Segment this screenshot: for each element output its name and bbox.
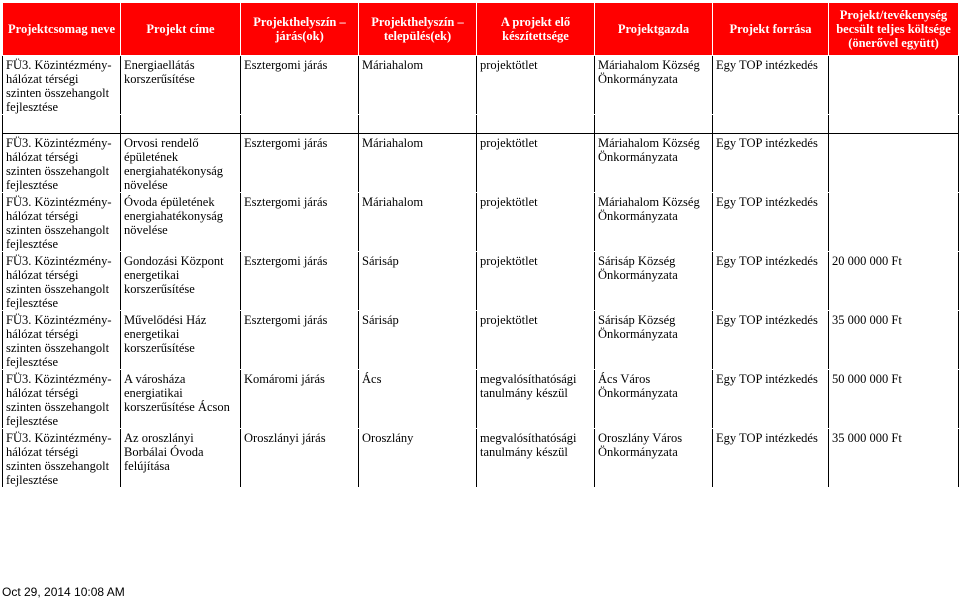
cell-cost: 20 000 000 Ft (829, 252, 959, 311)
cell-cost: 35 000 000 Ft (829, 429, 959, 488)
cell-settlement: Sárisáp (359, 311, 477, 370)
cell-district: Esztergomi járás (241, 193, 359, 252)
cell-owner: Oroszlány Város Önkormányzata (595, 429, 713, 488)
cell-district: Esztergomi járás (241, 252, 359, 311)
row-separator (3, 115, 959, 134)
table-row (3, 429, 959, 488)
cell-settlement: Sárisáp (359, 252, 477, 311)
cell-source: Egy TOP intézkedés (713, 311, 829, 370)
cell-readiness: projektötlet (477, 193, 595, 252)
table-row (3, 56, 959, 115)
cell-settlement: Ács (359, 370, 477, 429)
cell-district: Komáromi járás (241, 370, 359, 429)
cell-district: Oroszlányi járás (241, 429, 359, 488)
cell-readiness: megvalósíthatósági tanulmány készül (477, 429, 595, 488)
cell-package: FÜ3. Közintézmény-hálózat térségi szinten összehangolt fejlesztése (3, 56, 121, 115)
header-cost: Projekt/tevékenység becsült teljes költsége (önerővel együtt) (829, 3, 959, 56)
cell-source: Egy TOP intézkedés (713, 56, 829, 115)
table-row (3, 311, 959, 370)
cell-package: FÜ3. Közintézmény-hálózat térségi szinten összehangolt fejlesztése (3, 134, 121, 193)
cell-package: FÜ3. Közintézmény-hálózat térségi szinten összehangolt fejlesztése (3, 252, 121, 311)
cell-package: FÜ3. Közintézmény-hálózat térségi szinten összehangolt fejlesztése (3, 311, 121, 370)
cell-settlement: Oroszlány (359, 429, 477, 488)
cell-title: Orvosi rendelő épületének energiahatékonyság növelése (121, 134, 241, 193)
cell-owner: Máriahalom Község Önkormányzata (595, 134, 713, 193)
cell-settlement: Máriahalom (359, 56, 477, 115)
cell-source: Egy TOP intézkedés (713, 134, 829, 193)
cell-cost (829, 56, 959, 115)
table-row (3, 252, 959, 311)
cell-title: Művelődési Ház energetikai korszerűsítése (121, 311, 241, 370)
cell-package: FÜ3. Közintézmény-hálózat térségi szinten összehangolt fejlesztése (3, 193, 121, 252)
cell-source: Egy TOP intézkedés (713, 370, 829, 429)
cell-cost (829, 193, 959, 252)
cell-readiness: projektötlet (477, 311, 595, 370)
print-timestamp: Oct 29, 2014 10:08 AM (2, 585, 125, 599)
cell-package: FÜ3. Közintézmény-hálózat térségi szinten összehangolt fejlesztése (3, 429, 121, 488)
cell-readiness: projektötlet (477, 56, 595, 115)
cell-source: Egy TOP intézkedés (713, 429, 829, 488)
table-row (3, 370, 959, 429)
cell-cost: 35 000 000 Ft (829, 311, 959, 370)
cell-title: Energiaellátás korszerűsítése (121, 56, 241, 115)
cell-owner: Sárisáp Község Önkormányzata (595, 311, 713, 370)
header-source: Projekt forrása (713, 3, 829, 56)
cell-title: Gondozási Központ energetikai korszerűsítése (121, 252, 241, 311)
header-district: Projekthelyszín – járás(ok) (241, 3, 359, 56)
header-readiness: A projekt elő készítettsége (477, 3, 595, 56)
cell-district: Esztergomi járás (241, 56, 359, 115)
header-title: Projekt címe (121, 3, 241, 56)
cell-source: Egy TOP intézkedés (713, 252, 829, 311)
header-settlement: Projekthelyszín – település(ek) (359, 3, 477, 56)
project-table (2, 2, 959, 488)
cell-title: Az oroszlányi Borbálai Óvoda felújítása (121, 429, 241, 488)
cell-readiness: megvalósíthatósági tanulmány készül (477, 370, 595, 429)
cell-readiness: projektötlet (477, 252, 595, 311)
cell-source: Egy TOP intézkedés (713, 193, 829, 252)
cell-cost (829, 134, 959, 193)
cell-owner: Máriahalom Község Önkormányzata (595, 56, 713, 115)
cell-district: Esztergomi járás (241, 311, 359, 370)
cell-district: Esztergomi járás (241, 134, 359, 193)
cell-readiness: projektötlet (477, 134, 595, 193)
table-row (3, 134, 959, 193)
table-row (3, 193, 959, 252)
cell-owner: Sárisáp Község Önkormányzata (595, 252, 713, 311)
cell-owner: Máriahalom Község Önkormányzata (595, 193, 713, 252)
cell-package: FÜ3. Közintézmény-hálózat térségi szinten összehangolt fejlesztése (3, 370, 121, 429)
header-package: Projektcsomag neve (3, 3, 121, 56)
cell-owner: Ács Város Önkormányzata (595, 370, 713, 429)
cell-cost: 50 000 000 Ft (829, 370, 959, 429)
cell-settlement: Máriahalom (359, 134, 477, 193)
cell-title: Óvoda épületének energiahatékonyság növelése (121, 193, 241, 252)
header-owner: Projektgazda (595, 3, 713, 56)
cell-settlement: Máriahalom (359, 193, 477, 252)
table-header-row (3, 3, 959, 56)
cell-title: A városháza energiatikai korszerűsítése Ácson (121, 370, 241, 429)
